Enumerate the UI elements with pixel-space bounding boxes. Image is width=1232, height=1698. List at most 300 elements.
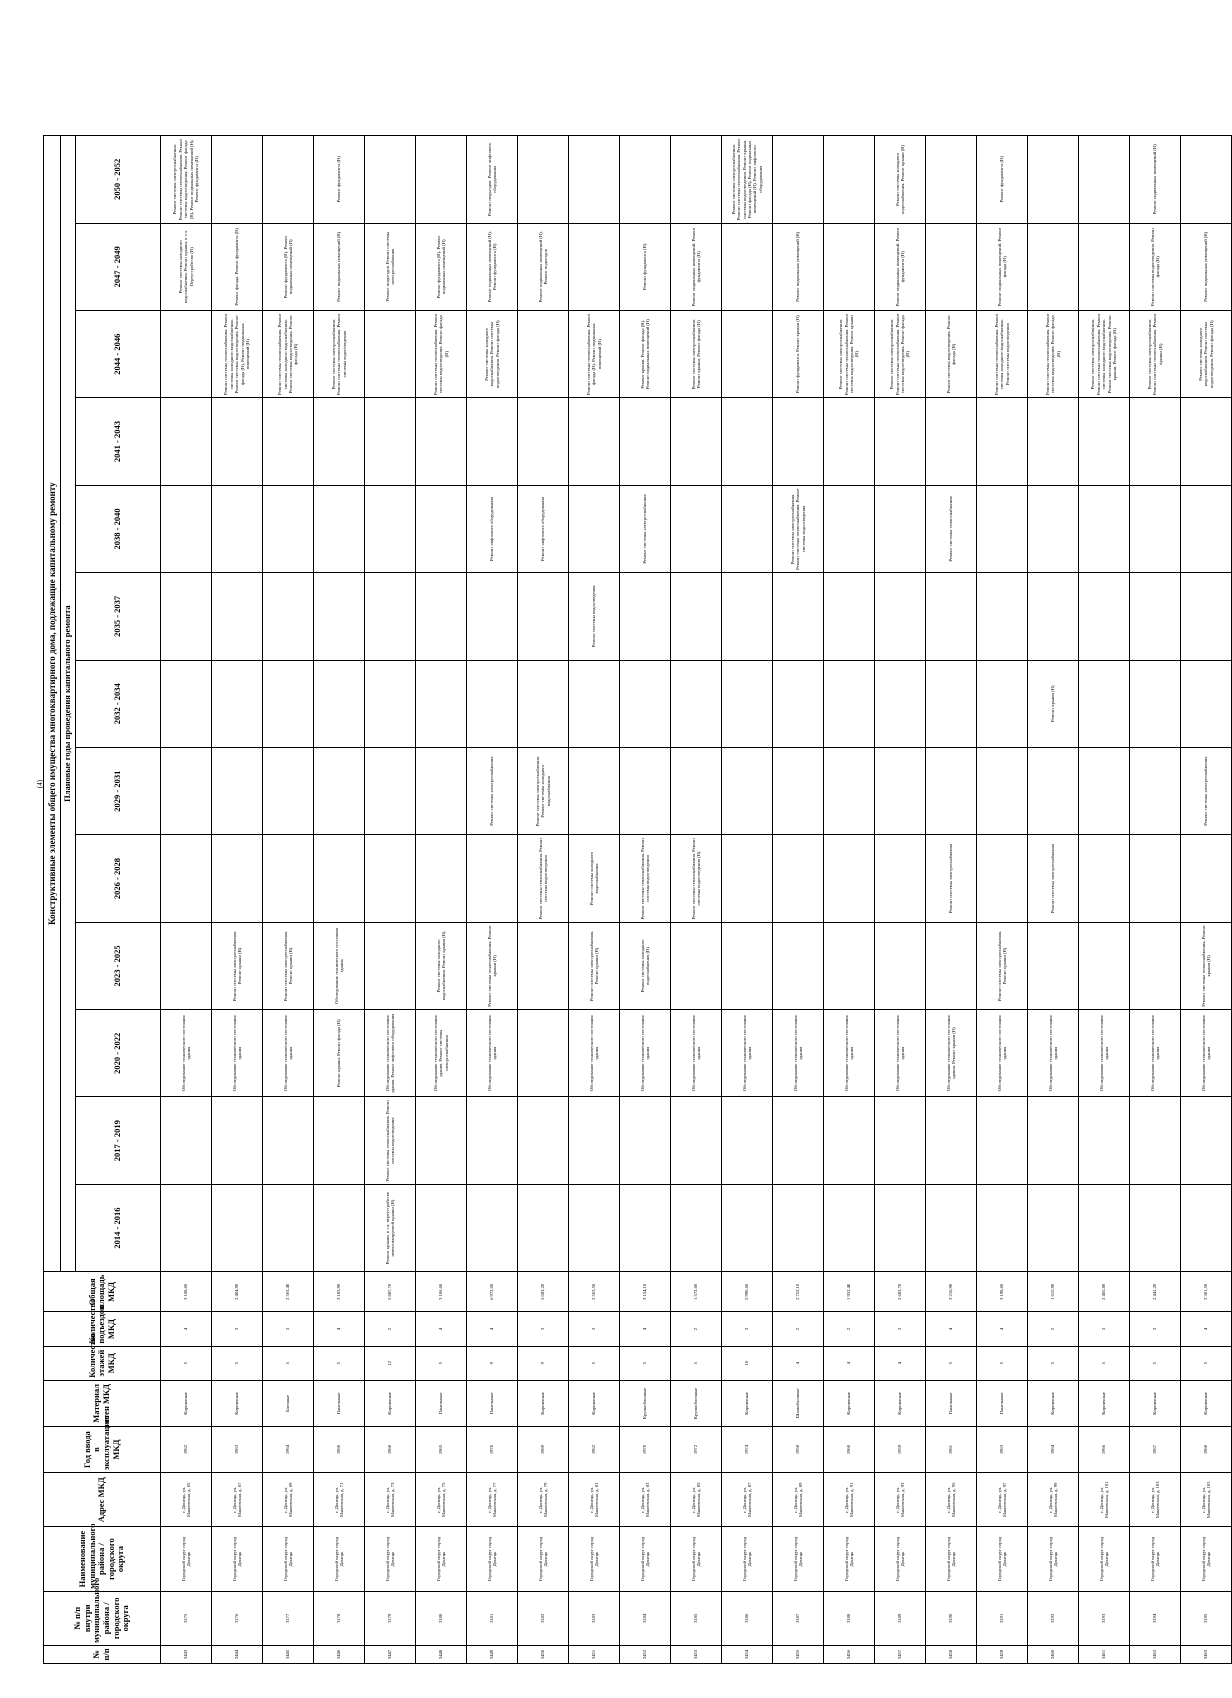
repair-work-cell: Ремонт системы электроснабжения. Ремонт системы теплоснабжения. Ремонт системы водоотведения. Ремонт фасада (Н) [875,310,926,397]
table-row [620,136,671,1664]
row-municipality: Городской округ город Донецк [467,1527,518,1591]
repair-work-cell [824,747,875,834]
row-area: 2 563,50 [569,1272,620,1312]
year-period-header: 2029 - 2031 [76,747,161,834]
row-area: 3 198,60 [977,1272,1028,1312]
row-mkd-number: 3183 [569,1591,620,1645]
repair-work-cell: Ремонт системы теплоснабжения. Ремонт системы водоотведения (Н) [671,835,722,922]
repair-work-cell [722,485,773,572]
repair-work-cell: Ремонт крыши. Ремонт фасада (Н). Ремонт подвальных помещений (Н) [620,310,671,397]
repair-work-cell: Ремонт системы теплоснабжения. Ремонт системы холодного водоснабжения. Ремонт системы водоотведения [977,310,1028,397]
row-year-built: 1959 [875,1426,926,1472]
row-wall-material: Кирпичные [722,1380,773,1426]
row-address: г. Донецк, ул. Макеевская, д. 85 [671,1473,722,1527]
repair-work-cell [977,835,1028,922]
repair-work-cell [722,398,773,485]
repair-work-cell [467,660,518,747]
row-wall-material: Блочные [263,1380,314,1426]
row-entrances: 3 [212,1312,263,1346]
row-area: 1 572,60 [671,1272,722,1312]
repair-work-cell: Ремонт системы холодного водоснабжения. Ремонт крыши, в т.ч. Переустройство (Н) [161,223,212,310]
row-address: г. Донецк, ул. Макеевская, д. 97 [977,1473,1028,1527]
row-entrances: 2 [824,1312,875,1346]
row-address: г. Донецк, ул. Макеевская, д. 73 [365,1473,416,1527]
repair-work-cell [1130,398,1181,485]
row-mkd-number: 3192 [1028,1591,1079,1645]
row-area: 2 752,10 [773,1272,824,1312]
header-area: Общая площадь МКД [44,1272,161,1312]
repair-work-cell: Ремонт подвальных помещений (Н) [314,223,365,310]
row-year-built: 1962 [161,1426,212,1472]
repair-work-cell [416,136,467,224]
repair-work-cell: Ремонт системы электроснабжения [1028,835,1079,922]
repair-work-cell: Ремонт подвальных помещений (Н). Ремонт фундамента (Н) [467,223,518,310]
repair-work-cell [977,747,1028,834]
row-floors: 9 [518,1346,569,1380]
repair-work-cell: Ремонт системы электроснабжения. Ремонт крыши (Н) [263,922,314,1009]
repair-work-cell [518,1010,569,1097]
row-address: г. Донецк, ул. Макеевская, д. 101 [1079,1473,1130,1527]
repair-work-cell [518,398,569,485]
table-row [518,136,569,1664]
repair-work-cell: Ремонт крыши. Ремонт фасада (Н) [314,1010,365,1097]
repair-work-cell: Обследование технического состояния здания [314,922,365,1009]
row-floors: 4 [875,1346,926,1380]
repair-work-cell [365,835,416,922]
repair-work-cell [365,310,416,397]
year-period-header: 2026 - 2028 [76,835,161,922]
row-floors: 5 [1130,1346,1181,1380]
repair-work-cell [263,136,314,224]
repair-work-cell [569,398,620,485]
repair-work-cell [212,835,263,922]
row-year-built: 1960 [824,1426,875,1472]
repair-work-cell [518,573,569,660]
row-municipality: Городской округ город Донецк [671,1527,722,1591]
table-row [212,136,263,1664]
repair-work-cell: Ремонт системы теплоснабжения. Ремонт системы водоотведения [365,1097,416,1184]
row-municipality: Городской округ город Донецк [416,1527,467,1591]
row-entrances: 3 [1079,1312,1130,1346]
repair-work-cell [926,660,977,747]
repair-work-cell [1181,485,1232,572]
row-municipality: Городской округ город Донецк [263,1527,314,1591]
row-municipality: Городской округ город Донецк [620,1527,671,1591]
row-address: г. Донецк, ул. Макеевская, д. 93 [875,1473,926,1527]
repair-work-cell [161,1184,212,1271]
repair-work-cell [722,573,773,660]
repair-work-cell: Ремонт системы теплоснабжения. Ремонт крыши (Н) [1181,922,1232,1009]
repair-work-cell: Ремонт системы электроснабжения. Ремонт системы теплоснабжения. Ремонт системы холодного водоснабжения. Ремонт системы водоотведения. Ремонт крыши. Ремонт фасада (Н) [1079,310,1130,397]
row-wall-material: Крупноблочные [671,1380,722,1426]
repair-work-cell: Ремонт системы водоотведения. Ремонт фасада (Н) [1130,223,1181,310]
repair-work-cell: Обследование технического состояния здания [1079,1010,1130,1097]
repair-work-cell [212,747,263,834]
row-municipality: Городской округ город Донецк [977,1527,1028,1591]
row-number: 3462 [1130,1645,1181,1663]
repair-work-cell [773,660,824,747]
repair-work-cell [161,922,212,1009]
row-floors: 5 [1028,1346,1079,1380]
row-number: 3446 [314,1645,365,1663]
row-mkd-number: 3175 [161,1591,212,1645]
row-number: 3452 [620,1645,671,1663]
table-row [773,136,824,1664]
row-mkd-number: 3186 [722,1591,773,1645]
repair-work-cell [620,398,671,485]
row-floors: 5 [977,1346,1028,1380]
row-floors: 5 [1079,1346,1130,1380]
repair-work-cell [161,1097,212,1184]
repair-work-cell [1181,660,1232,747]
row-mkd-number: 3194 [1130,1591,1181,1645]
repair-work-cell [569,136,620,224]
repair-work-cell: Ремонт крыши (Н) [1028,660,1079,747]
row-number: 3450 [518,1645,569,1663]
row-year-built: 1965 [416,1426,467,1472]
row-number: 3447 [365,1645,416,1663]
table-row [1079,136,1130,1664]
repair-work-cell [161,835,212,922]
repair-work-cell: Ремонт подвальных помещений (Н). Ремонт подъездов [518,223,569,310]
row-wall-material: Панельные [926,1380,977,1426]
repair-work-cell [1130,573,1181,660]
repair-work-cell [416,660,467,747]
repair-work-cell [671,660,722,747]
row-municipality: Городской округ город Донецк [926,1527,977,1591]
row-address: г. Донецк, ул. Макеевская, д. 99 [1028,1473,1079,1527]
repair-work-cell [824,573,875,660]
row-floors: 10 [722,1346,773,1380]
row-year-built: 1972 [671,1426,722,1472]
repair-work-cell [1079,223,1130,310]
repair-work-cell [1079,922,1130,1009]
row-mkd-number: 3179 [365,1591,416,1645]
repair-work-cell [773,136,824,224]
row-number: 3451 [569,1645,620,1663]
year-period-header: 2023 - 2025 [76,922,161,1009]
repair-work-cell [314,835,365,922]
repair-work-cell [875,485,926,572]
table-row [263,136,314,1664]
row-address: г. Донецк, ул. Макеевская, д. 83 [620,1473,671,1527]
repair-work-cell: Обследование технического состояния здания [212,1010,263,1097]
row-mkd-number: 3187 [773,1591,824,1645]
repair-work-cell [1079,747,1130,834]
repair-work-cell [161,747,212,834]
repair-work-cell: Ремонт фундамента. Ремонт крыши (Н) [773,310,824,397]
row-number: 3457 [875,1645,926,1663]
repair-work-cell: Ремонт системы электроснабжения. Ремонт системы теплоснабжения. Ремонт крыши (Н) [1130,310,1181,397]
row-wall-material: Кирпичные [1079,1380,1130,1426]
repair-work-cell [926,922,977,1009]
row-entrances: 2 [773,1312,824,1346]
repair-work-cell: Обследование технического состояния здания [620,1010,671,1097]
repair-work-cell [1028,747,1079,834]
row-wall-material: Кирпичные [161,1380,212,1426]
repair-work-cell [824,223,875,310]
row-floors: 4 [824,1346,875,1380]
row-year-built: 1963 [977,1426,1028,1472]
repair-work-cell [875,398,926,485]
repair-work-cell [773,398,824,485]
row-year-built: 1969 [518,1426,569,1472]
repair-work-cell [1130,922,1181,1009]
repair-work-cell: Обследование технического состояния здания [671,1010,722,1097]
header-mkd-num: № п/п внутри муниципального района / городского округа [44,1591,161,1645]
repair-work-cell [263,660,314,747]
row-year-built: 1962 [569,1426,620,1472]
table-row [824,136,875,1664]
repair-work-cell [1079,1097,1130,1184]
repair-work-cell: Ремонт системы электроснабжения. Ремонт крыши (Н) [569,922,620,1009]
repair-work-cell [1028,1184,1079,1271]
row-mkd-number: 3181 [467,1591,518,1645]
repair-work-cell [1079,835,1130,922]
repair-work-cell: Ремонт подъездов. Ремонт системы электроснабжения [365,223,416,310]
repair-work-cell: Ремонт системы теплоснабжения. Ремонт системы водоотведения [518,835,569,922]
row-floors: 5 [620,1346,671,1380]
repair-work-cell [875,835,926,922]
repair-work-cell [875,573,926,660]
row-area: 3 183,90 [314,1272,365,1312]
repair-work-cell [875,747,926,834]
row-mkd-number: 3176 [212,1591,263,1645]
row-wall-material: Кирпичные [569,1380,620,1426]
repair-work-cell: Ремонт системы теплоснабжения. Ремонт системы водоотведения. Ремонт фасада (Н) [1028,310,1079,397]
repair-work-cell: Ремонт системы электроснабжения. Ремонт системы теплоснабжения. Ремонт системы водоотведения. Ремонт крыши (Н) [824,310,875,397]
row-number: 3455 [773,1645,824,1663]
repair-work-cell: Обследование технического состояния здания. Ремонт крыши (Н) [926,1010,977,1097]
year-period-header: 2032 - 2034 [76,660,161,747]
repair-work-cell [365,398,416,485]
repair-work-cell [569,223,620,310]
row-number: 3454 [722,1645,773,1663]
repair-work-cell [1028,485,1079,572]
row-year-built: 1964 [1028,1426,1079,1472]
repair-work-cell: Обследование технического состояния здания [824,1010,875,1097]
row-address: г. Донецк, ул. Макеевская, д. 79 [518,1473,569,1527]
repair-work-cell [416,835,467,922]
row-year-built: 1967 [1130,1426,1181,1472]
repair-work-cell [671,1184,722,1271]
row-area: 6 972,00 [467,1272,518,1312]
header-municipality: Наименование муниципального района / городского округа [44,1527,161,1591]
year-period-header: 2038 - 2040 [76,485,161,572]
repair-work-cell: Ремонт подвальных помещений (Н) [773,223,824,310]
repair-work-cell [416,747,467,834]
row-municipality: Городской округ город Донецк [569,1527,620,1591]
table-row [1181,136,1232,1664]
repair-work-cell [314,660,365,747]
repair-work-cell: Ремонт лифтового оборудования [518,485,569,572]
repair-work-cell: Ремонт системы холодного водоснабжения. Ремонт системы водоотведения. Ремонт фасада (Н) [467,310,518,397]
repair-work-cell [1181,573,1232,660]
row-entrances: 3 [1130,1312,1181,1346]
repair-work-cell [1028,922,1079,1009]
row-municipality: Городской округ город Донецк [824,1527,875,1591]
repair-work-cell [773,922,824,1009]
row-area: 1 952,40 [824,1272,875,1312]
repair-work-cell: Ремонт системы электроснабжения. Ремонт системы теплоснабжения. Ремонт системы водоотведения [314,310,365,397]
table-row [161,136,212,1664]
row-entrances: 2 [1028,1312,1079,1346]
repair-work-cell [518,310,569,397]
repair-work-cell [1079,136,1130,224]
row-area: 2 563,40 [263,1272,314,1312]
repair-work-cell [824,660,875,747]
repair-work-cell [722,310,773,397]
row-entrances: 4 [314,1312,365,1346]
repair-work-cell [875,922,926,1009]
row-municipality: Городской округ город Донецк [212,1527,263,1591]
year-period-header: 2050 - 2052 [76,136,161,224]
repair-work-cell [569,1184,620,1271]
repair-work-cell [620,136,671,224]
repair-work-cell [722,1184,773,1271]
repair-work-cell: Ремонт системы холодного водоснабжения. Ремонт крыши (Н) [416,922,467,1009]
header-entrances: Количество подъездов МКД [44,1312,161,1346]
row-wall-material: Шлакоблочные [773,1380,824,1426]
repair-work-cell: Ремонт фундамента (Н). Ремонт подвальных помещений (Н) [416,223,467,310]
row-address: г. Донецк, ул. Макеевская, д. 71 [314,1473,365,1527]
row-floors: 9 [467,1346,518,1380]
row-area: 5 990,60 [722,1272,773,1312]
row-address: г. Донецк, ул. Макеевская, д. 69 [263,1473,314,1527]
row-number: 3453 [671,1645,722,1663]
repair-work-cell [161,660,212,747]
year-period-header: 2047 - 2049 [76,223,161,310]
year-period-header: 2017 - 2019 [76,1097,161,1184]
repair-work-cell [722,223,773,310]
repair-work-cell: Ремонт системы электроснабжения. Ремонт системы теплоснабжения. Ремонт системы водоотведения. Ремонт крыши. Ремонт фасада (Н). Ремонт подвальных помещений (Н). Ремонт лифтового оборудования [722,136,773,224]
repair-work-cell [518,1097,569,1184]
repair-work-cell [1130,660,1181,747]
repair-work-cell: Ремонт системы электроснабжения [620,485,671,572]
repair-work-cell [212,1097,263,1184]
row-wall-material: Кирпичные [875,1380,926,1426]
row-area: 2 404,90 [212,1272,263,1312]
repair-work-cell [1079,1184,1130,1271]
repair-work-cell: Ремонт фасада. Ремонт фундамента (Н) [212,223,263,310]
year-period-header: 2041 - 2043 [76,398,161,485]
repair-work-cell [314,485,365,572]
year-period-header: 2014 - 2016 [76,1184,161,1271]
row-year-built: 1966 [1079,1426,1130,1472]
repair-work-cell [365,922,416,1009]
repair-work-cell [212,485,263,572]
row-area: 3 301,50 [1181,1272,1232,1312]
repair-work-cell [365,573,416,660]
repair-work-cell [416,398,467,485]
repair-work-cell [467,398,518,485]
repair-work-cell [620,747,671,834]
repair-work-cell [773,747,824,834]
repair-work-cell: Обследование технического состояния здания [1181,1010,1232,1097]
row-area: 3 108,60 [161,1272,212,1312]
repair-work-cell [365,660,416,747]
repair-work-cell: Ремонт подвальных помещений. Ремонт фундамента (Н) [671,223,722,310]
repair-work-cell [875,1097,926,1184]
repair-work-cell [824,835,875,922]
repair-work-cell [1181,136,1232,224]
repair-work-cell [518,660,569,747]
repair-work-cell [518,1184,569,1271]
repair-work-cell: Ремонт подвальных помещений. Ремонт фасада (Н) [977,223,1028,310]
repair-work-cell [620,1184,671,1271]
row-wall-material: Панельные [467,1380,518,1426]
table-row [977,136,1028,1664]
repair-work-cell: Ремонт системы электроснабжения. Ремонт системы теплоснабжения. Ремонт системы водоотведения. Ремонт фасада (Н). Ремонт подвальных помещений (Н). Ремонт фундамента (Н) [161,136,212,224]
row-area: 5 887,70 [365,1272,416,1312]
row-municipality: Городской округ город Донецк [1130,1527,1181,1591]
repair-work-cell: Ремонт системы теплоснабжения. Ремонт системы холодного водоснабжения. Ремонт системы водоотведения. Ремонт фасада (Н). Ремонт подвальных помещений (Н) [212,310,263,397]
row-address: г. Донецк, ул. Макеевская, д. 89 [773,1473,824,1527]
repair-work-cell: Ремонт системы электроснабжения. Ремонт крыши. Ремонт фасада (Н) [671,310,722,397]
repair-work-cell: Ремонт системы холодного водоснабжения [569,835,620,922]
repair-work-cell: Ремонт подвальных помещений (Н) [1181,223,1232,310]
repair-work-cell [977,1184,1028,1271]
repair-work-cell [773,1097,824,1184]
repair-work-cell [671,136,722,224]
row-area: 2 441,20 [1130,1272,1181,1312]
repair-work-cell: Ремонт фундамента (Н) [977,136,1028,224]
row-wall-material: Кирпичные [365,1380,416,1426]
repair-work-cell [1079,485,1130,572]
repair-work-cell: Ремонт системы теплоснабжения. Ремонт системы холодного водоснабжения. Ремонт системы водоотведения. Ремонт фасада (Н) [263,310,314,397]
year-period-header: 2020 - 2022 [76,1010,161,1097]
repair-work-cell [875,660,926,747]
row-area: 3 106,60 [416,1272,467,1312]
row-mkd-number: 3185 [671,1591,722,1645]
repair-work-cell [977,573,1028,660]
row-address: г. Донецк, ул. Макеевская, д. 75 [416,1473,467,1527]
repair-work-cell: Обследование технического состояния здания [722,1010,773,1097]
table-row [722,136,773,1664]
repair-work-cell: Ремонт подъездов. Ремонт лифтового оборудования [467,136,518,224]
repair-work-cell [263,485,314,572]
row-floors: 4 [773,1346,824,1380]
repair-work-cell [365,136,416,224]
row-year-built: 1974 [722,1426,773,1472]
repair-work-cell [161,310,212,397]
repair-work-cell [263,747,314,834]
row-entrances: 4 [977,1312,1028,1346]
repair-work-cell: Ремонт системы электроснабжения. Ремонт крыши (Н) [977,922,1028,1009]
repair-work-cell [1028,223,1079,310]
repair-work-cell: Ремонт системы холодного водоснабжения (Н) [620,922,671,1009]
repair-work-cell: Ремонт системы теплоснабжения. Ремонт системы водоотведения. Ремонт фасада (Н) [416,310,467,397]
repair-work-cell [569,660,620,747]
repair-work-cell [1079,573,1130,660]
table-row [314,136,365,1664]
row-area: 2 465,80 [1079,1272,1130,1312]
row-address: г. Донецк, ул. Макеевская, д. 95 [926,1473,977,1527]
repair-work-cell [722,835,773,922]
row-entrances: 4 [620,1312,671,1346]
page-number: (4) [36,779,45,789]
row-address: г. Донецк, ул. Макеевская, д. 77 [467,1473,518,1527]
repair-work-cell [722,747,773,834]
repair-work-cell [314,1184,365,1271]
repair-work-cell [263,573,314,660]
repair-work-cell [671,573,722,660]
repair-work-cell: Ремонт системы электроснабжения [467,747,518,834]
repair-work-cell [569,485,620,572]
table-subtitle: Плановые годы проведения капитального ремонта [61,136,76,1272]
row-municipality: Городской округ город Донецк [773,1527,824,1591]
row-mkd-number: 3189 [875,1591,926,1645]
